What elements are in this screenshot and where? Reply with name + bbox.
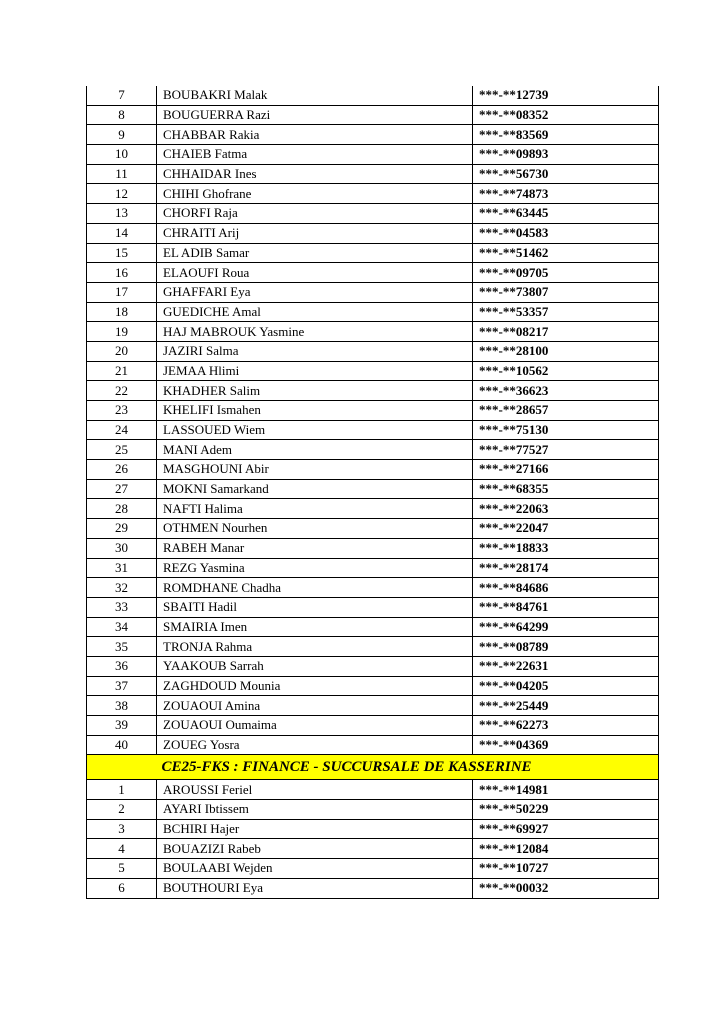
cell-name: MASGHOUNI Abir: [157, 460, 473, 480]
cell-name: BOUBAKRI Malak: [157, 86, 473, 105]
cell-id: ***-**53357: [473, 302, 659, 322]
table-row: [87, 716, 659, 736]
cell-num: 2: [87, 800, 157, 820]
cell-num: 27: [87, 479, 157, 499]
table-row: [87, 460, 659, 480]
cell-num: 18: [87, 302, 157, 322]
cell-name: KHELIFI Ismahen: [157, 401, 473, 421]
roster-sheet: [86, 86, 658, 899]
cell-num: 21: [87, 361, 157, 381]
section-header-body: [87, 755, 659, 780]
table-row: [87, 819, 659, 839]
cell-name: NAFTI Halima: [157, 499, 473, 519]
cell-id: ***-**62273: [473, 716, 659, 736]
table-row: [87, 204, 659, 224]
cell-id: ***-**69927: [473, 819, 659, 839]
cell-name: TRONJA Rahma: [157, 637, 473, 657]
cell-id: ***-**51462: [473, 243, 659, 263]
cell-id: ***-**08789: [473, 637, 659, 657]
cell-num: 19: [87, 322, 157, 342]
cell-id: ***-**84761: [473, 597, 659, 617]
cell-id: ***-**08217: [473, 322, 659, 342]
cell-name: MANI Adem: [157, 440, 473, 460]
cell-name: BOUTHOURI Eya: [157, 878, 473, 898]
table-row: [87, 578, 659, 598]
table-row: [87, 637, 659, 657]
cell-name: CHRAITI Arij: [157, 223, 473, 243]
cell-num: 37: [87, 676, 157, 696]
cell-name: CHORFI Raja: [157, 204, 473, 224]
cell-num: 29: [87, 519, 157, 539]
cell-id: ***-**27166: [473, 460, 659, 480]
cell-num: 33: [87, 597, 157, 617]
cell-name: SBAITI Hadil: [157, 597, 473, 617]
cell-name: HAJ MABROUK Yasmine: [157, 322, 473, 342]
cell-num: 15: [87, 243, 157, 263]
cell-id: ***-**22047: [473, 519, 659, 539]
cell-id: ***-**08352: [473, 105, 659, 125]
cell-num: 17: [87, 282, 157, 302]
cell-name: LASSOUED Wiem: [157, 420, 473, 440]
cell-id: ***-**63445: [473, 204, 659, 224]
cell-name: CHAIEB Fatma: [157, 145, 473, 165]
table-row: [87, 780, 659, 800]
cell-num: 14: [87, 223, 157, 243]
table-row: [87, 282, 659, 302]
cell-id: ***-**04205: [473, 676, 659, 696]
cell-id: ***-**68355: [473, 479, 659, 499]
cell-name: CHHAIDAR Ines: [157, 164, 473, 184]
table-row: [87, 125, 659, 145]
cell-id: ***-**10562: [473, 361, 659, 381]
table-body-part2: [87, 780, 659, 898]
cell-id: ***-**75130: [473, 420, 659, 440]
cell-num: 20: [87, 341, 157, 361]
section-header-row: [87, 755, 659, 780]
cell-num: 10: [87, 145, 157, 165]
cell-num: 40: [87, 735, 157, 755]
cell-num: 34: [87, 617, 157, 637]
cell-id: ***-**18833: [473, 538, 659, 558]
table-row: [87, 656, 659, 676]
cell-id: ***-**74873: [473, 184, 659, 204]
cell-name: SMAIRIA Imen: [157, 617, 473, 637]
cell-num: 36: [87, 656, 157, 676]
table-row: [87, 322, 659, 342]
cell-num: 28: [87, 499, 157, 519]
cell-name: AROUSSI Feriel: [157, 780, 473, 800]
table-row: [87, 617, 659, 637]
cell-num: 35: [87, 637, 157, 657]
cell-name: AYARI Ibtissem: [157, 800, 473, 820]
table-row: [87, 440, 659, 460]
cell-id: ***-**14981: [473, 780, 659, 800]
table-row: [87, 420, 659, 440]
cell-num: 1: [87, 780, 157, 800]
cell-num: 30: [87, 538, 157, 558]
cell-num: 4: [87, 839, 157, 859]
cell-num: 22: [87, 381, 157, 401]
cell-num: 39: [87, 716, 157, 736]
table-row: [87, 839, 659, 859]
cell-id: ***-**50229: [473, 800, 659, 820]
table-row: [87, 558, 659, 578]
table-row: [87, 878, 659, 898]
table-row: [87, 184, 659, 204]
cell-name: MOKNI Samarkand: [157, 479, 473, 499]
cell-id: ***-**10727: [473, 859, 659, 879]
cell-id: ***-**09705: [473, 263, 659, 283]
cell-num: 9: [87, 125, 157, 145]
cell-num: 3: [87, 819, 157, 839]
table-row: [87, 676, 659, 696]
cell-num: 38: [87, 696, 157, 716]
cell-name: JAZIRI Salma: [157, 341, 473, 361]
cell-id: ***-**22063: [473, 499, 659, 519]
table-row: [87, 105, 659, 125]
cell-num: 24: [87, 420, 157, 440]
cell-num: 32: [87, 578, 157, 598]
cell-name: YAAKOUB Sarrah: [157, 656, 473, 676]
cell-name: CHABBAR Rakia: [157, 125, 473, 145]
cell-id: ***-**77527: [473, 440, 659, 460]
cell-num: 16: [87, 263, 157, 283]
cell-id: ***-**22631: [473, 656, 659, 676]
table-body-part1: [87, 86, 659, 755]
cell-id: ***-**12739: [473, 86, 659, 105]
table-row: [87, 735, 659, 755]
cell-name: BOULAABI Wejden: [157, 859, 473, 879]
table-row: [87, 519, 659, 539]
cell-id: ***-**83569: [473, 125, 659, 145]
table-row: [87, 401, 659, 421]
cell-id: ***-**25449: [473, 696, 659, 716]
table-row: [87, 164, 659, 184]
cell-name: KHADHER Salim: [157, 381, 473, 401]
candidate-table: [86, 86, 659, 899]
cell-num: 5: [87, 859, 157, 879]
cell-name: CHIHI Ghofrane: [157, 184, 473, 204]
cell-name: BOUGUERRA Razi: [157, 105, 473, 125]
table-row: [87, 499, 659, 519]
table-row: [87, 859, 659, 879]
cell-id: ***-**84686: [473, 578, 659, 598]
cell-id: ***-**28174: [473, 558, 659, 578]
cell-id: ***-**56730: [473, 164, 659, 184]
table-row: [87, 800, 659, 820]
table-row: [87, 597, 659, 617]
cell-id: ***-**12084: [473, 839, 659, 859]
cell-num: 11: [87, 164, 157, 184]
table-row: [87, 145, 659, 165]
cell-num: 13: [87, 204, 157, 224]
cell-name: RABEH Manar: [157, 538, 473, 558]
cell-name: ROMDHANE Chadha: [157, 578, 473, 598]
table-row: [87, 243, 659, 263]
table-row: [87, 263, 659, 283]
table-row: [87, 302, 659, 322]
cell-name: GHAFFARI Eya: [157, 282, 473, 302]
cell-num: 7: [87, 86, 157, 105]
cell-name: OTHMEN Nourhen: [157, 519, 473, 539]
cell-name: ZOUAOUI Oumaima: [157, 716, 473, 736]
table-row: [87, 361, 659, 381]
cell-name: ELAOUFI Roua: [157, 263, 473, 283]
cell-name: ZAGHDOUD Mounia: [157, 676, 473, 696]
cell-id: ***-**73807: [473, 282, 659, 302]
cell-num: 23: [87, 401, 157, 421]
cell-id: ***-**28100: [473, 341, 659, 361]
cell-id: ***-**04369: [473, 735, 659, 755]
cell-id: ***-**09893: [473, 145, 659, 165]
cell-id: ***-**00032: [473, 878, 659, 898]
cell-num: 6: [87, 878, 157, 898]
cell-name: REZG Yasmina: [157, 558, 473, 578]
section-title: CE25-FKS : FINANCE - SUCCURSALE DE KASSERINE: [161, 759, 532, 776]
cell-num: 8: [87, 105, 157, 125]
cell-name: BCHIRI Hajer: [157, 819, 473, 839]
cell-num: 12: [87, 184, 157, 204]
cell-id: ***-**04583: [473, 223, 659, 243]
cell-name: GUEDICHE Amal: [157, 302, 473, 322]
cell-name: JEMAA Hlimi: [157, 361, 473, 381]
cell-id: ***-**28657: [473, 401, 659, 421]
table-row: [87, 223, 659, 243]
section-title-cell: [87, 755, 659, 780]
cell-num: 26: [87, 460, 157, 480]
table-row: [87, 341, 659, 361]
cell-name: BOUAZIZI Rabeb: [157, 839, 473, 859]
cell-num: 31: [87, 558, 157, 578]
table-row: [87, 538, 659, 558]
cell-num: 25: [87, 440, 157, 460]
cell-id: ***-**64299: [473, 617, 659, 637]
cell-id: ***-**36623: [473, 381, 659, 401]
table-row: [87, 86, 659, 105]
cell-name: ZOUEG Yosra: [157, 735, 473, 755]
cell-name: ZOUAOUI Amina: [157, 696, 473, 716]
table-row: [87, 381, 659, 401]
cell-name: EL ADIB Samar: [157, 243, 473, 263]
table-row: [87, 696, 659, 716]
table-row: [87, 479, 659, 499]
